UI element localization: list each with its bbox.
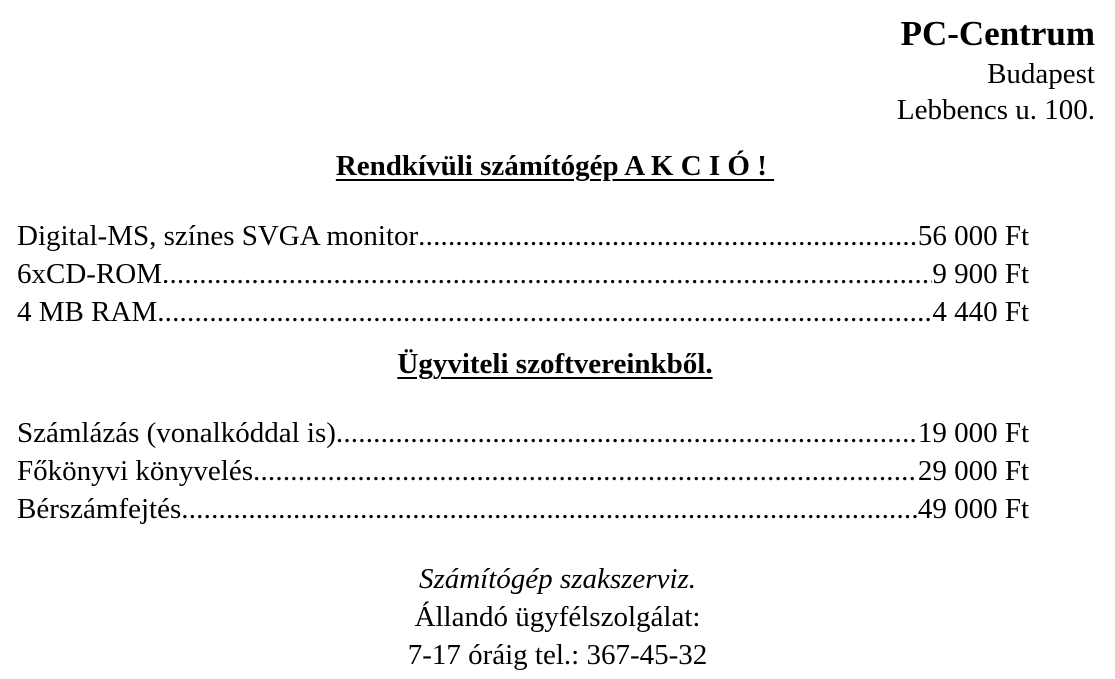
item-name: Bérszámfejtés xyxy=(17,493,182,525)
company-header xyxy=(897,12,1095,128)
hardware-price-list xyxy=(17,217,1029,331)
company-address: Lebbencs u. 100. xyxy=(896,94,1095,126)
item-price: 4 440 Ft xyxy=(932,296,1029,328)
footer-phone-line: 7-17 óráig tel.: 367-45-32 xyxy=(407,639,708,671)
dot-leader xyxy=(181,490,918,528)
dot-leader xyxy=(162,255,932,293)
list-item xyxy=(17,255,1029,293)
item-name: Főkönyvi könyvelés xyxy=(17,455,254,487)
software-heading xyxy=(0,346,1110,382)
list-item xyxy=(17,217,1029,255)
item-price: 29 000 Ft xyxy=(917,455,1029,487)
item-price: 9 900 Ft xyxy=(932,258,1029,290)
dot-leader xyxy=(157,293,932,331)
dot-leader xyxy=(253,452,918,490)
list-item xyxy=(17,452,1029,490)
software-price-list xyxy=(17,414,1029,528)
software-heading-text: Ügyviteli szoftvereinkből. xyxy=(397,348,713,380)
promo-heading xyxy=(0,148,1110,184)
item-price: 56 000 Ft xyxy=(917,220,1029,252)
dot-leader xyxy=(418,217,918,255)
item-name: 4 MB RAM xyxy=(17,296,158,328)
company-name: PC-Centrum xyxy=(900,14,1095,53)
promo-heading-text: Rendkívüli számítógép A K C I Ó ! xyxy=(335,150,775,182)
item-name: Digital-MS, színes SVGA monitor xyxy=(17,220,419,252)
item-name: 6xCD-ROM xyxy=(17,258,163,290)
item-price: 19 000 Ft xyxy=(917,417,1029,449)
footer-support-line: Állandó ügyfélszolgálat: xyxy=(414,601,701,633)
service-footer xyxy=(0,560,1115,674)
footer-service-line: Számítógép szakszerviz. xyxy=(418,563,697,595)
dot-leader xyxy=(336,414,918,452)
item-name: Számlázás (vonalkóddal is) xyxy=(17,417,336,449)
list-item xyxy=(17,293,1029,331)
list-item xyxy=(17,414,1029,452)
item-price: 49 000 Ft xyxy=(917,493,1029,525)
list-item xyxy=(17,490,1029,528)
company-city: Budapest xyxy=(987,58,1095,90)
